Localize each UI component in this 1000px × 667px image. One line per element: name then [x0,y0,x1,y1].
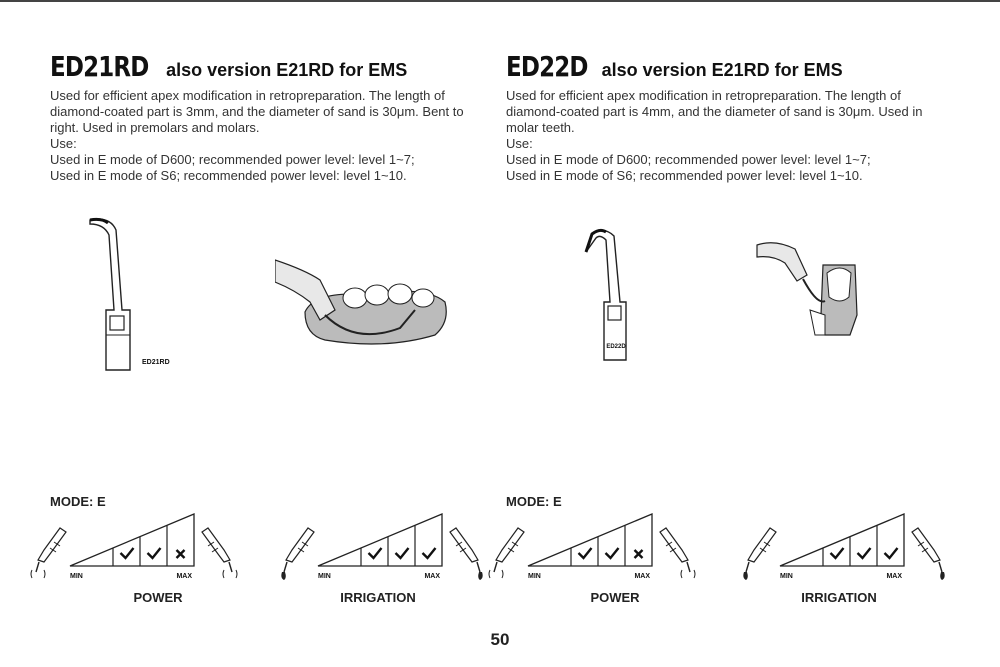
page-number: 50 [490,630,510,649]
min-label: MIN [318,573,331,580]
desc-line: Use: [50,136,77,151]
handpiece-icon [489,528,524,578]
min-label: MIN [70,573,83,580]
min-label: MIN [528,573,541,580]
gauge-wedge [70,514,194,566]
ed22d-tip-illustration [580,222,670,372]
gauge-wedge [318,514,442,566]
desc-line: diamond-coated part is 4mm, and the diameter of sand is 30μm. Used in [506,104,923,119]
product-ed22d [506,50,956,184]
max-label: MAX [176,573,192,580]
product-description [506,88,956,184]
desc-line: Used for efficient apex modification in retropreparation. The length of [506,88,901,103]
desc-line: diamond-coated part is 3mm, and the diameter of sand is 30μm. Bent to [50,104,464,119]
irrigation-gauge [278,508,488,588]
min-label: MIN [780,573,793,580]
ed21rd-tip-illustration [80,210,190,380]
top-rule [0,0,1000,2]
desc-line: Used in E mode of D600; recommended power level: level 1~7; [50,152,415,167]
product-description [50,88,500,184]
product-ed21rd [50,50,500,184]
irrigation-title: IRRIGATION [340,590,416,605]
handpiece-icon [743,528,776,580]
power-title: POWER [133,590,183,605]
product-heading [50,50,500,82]
desc-line: Used for efficient apex modification in retropreparation. The length of [50,88,445,103]
mode-label: MODE: E [50,494,106,509]
gauge-svg [740,508,950,588]
mode-label: MODE: E [506,494,562,509]
desc-line: Used in E mode of S6; recommended power level: level 1~10. [506,168,863,183]
product-heading [506,50,956,82]
handpiece-icon [202,528,237,578]
power-gauge [488,508,698,588]
desc-line: Used in E mode of S6; recommended power level: level 1~10. [50,168,407,183]
gauge-svg [488,508,698,588]
ed22d-usage-illustration [755,235,865,350]
power-gauge [30,508,240,588]
product-alt-version: also version E21RD for EMS [601,60,843,80]
gauge-svg [278,508,488,588]
gauge-svg [30,508,240,588]
tip-label: ED22D [606,344,626,350]
gauge-wedge [780,514,904,566]
max-label: MAX [424,573,440,580]
handpiece-icon [450,528,483,580]
tip-label: ED21RD [142,359,170,366]
irrigation-gauge [740,508,950,588]
desc-line: right. Used in premolars and molars. [50,120,260,135]
desc-line: Used in E mode of D600; recommended power level: level 1~7; [506,152,871,167]
max-label: MAX [886,573,902,580]
irrigation-title: IRRIGATION [801,590,877,605]
handpiece-icon [281,528,314,580]
max-label: MAX [634,573,650,580]
product-code: ED22D [506,50,588,83]
gauge-wedge [528,514,652,566]
product-alt-version: also version E21RD for EMS [166,60,408,80]
ed21rd-usage-illustration [275,240,460,355]
handpiece-icon [660,528,695,578]
handpiece-icon [31,528,66,578]
product-code: ED21RD [50,50,149,83]
handpiece-icon [912,528,945,580]
desc-line: Use: [506,136,533,151]
desc-line: molar teeth. [506,120,575,135]
power-title: POWER [590,590,640,605]
